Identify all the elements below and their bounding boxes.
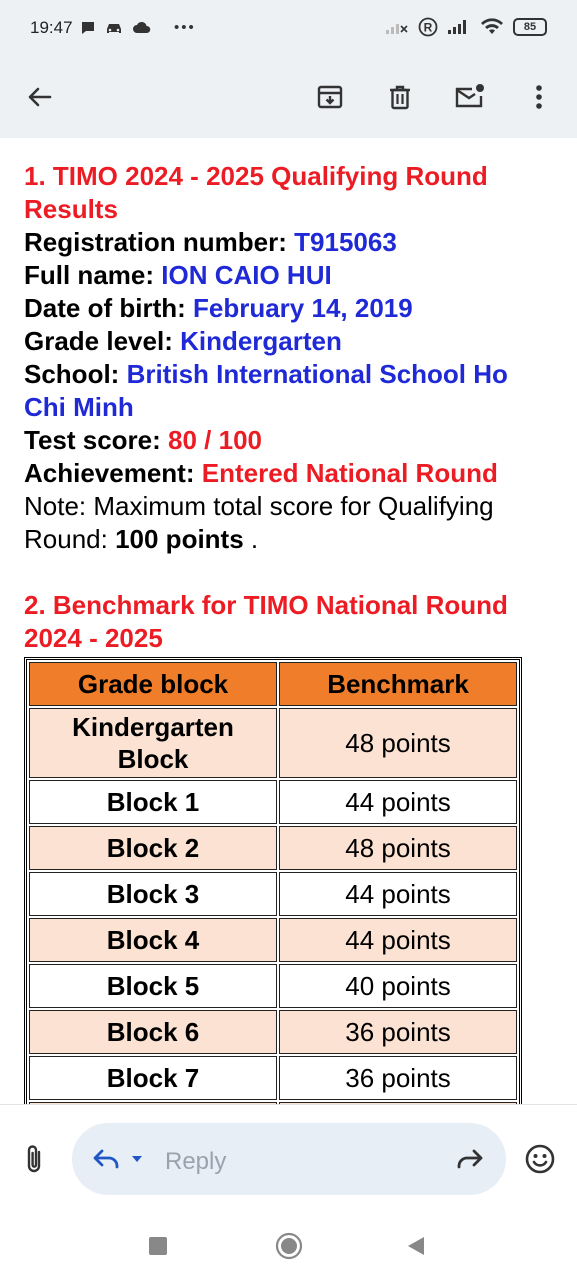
benchmark-cell: 36 points	[279, 1056, 517, 1100]
result-fields	[24, 226, 554, 490]
benchmark-cell: 48 points	[279, 826, 517, 870]
table-row	[29, 964, 517, 1008]
table-row	[29, 918, 517, 962]
field-label: School:	[24, 359, 127, 389]
back-button[interactable]	[16, 74, 62, 120]
more-vert-icon	[535, 83, 543, 111]
note-prefix: Note: Maximum total score for Qualifying Round:	[24, 491, 494, 554]
field-value: Entered National Round	[201, 458, 498, 488]
more-notifications-icon: •••	[174, 19, 196, 36]
field-value: 80 / 100	[168, 425, 262, 455]
benchmark-table	[24, 657, 522, 1151]
field-label: Registration number:	[24, 227, 295, 257]
battery-icon: 85	[513, 18, 547, 36]
back-nav-button[interactable]	[406, 1236, 426, 1261]
signal-no-service-icon	[385, 19, 409, 35]
benchmark-cell: 36 points	[279, 1010, 517, 1054]
result-field	[24, 226, 554, 259]
table-row	[29, 1010, 517, 1054]
forward-icon	[454, 1147, 484, 1171]
result-field	[24, 325, 554, 358]
recents-button[interactable]	[148, 1236, 168, 1261]
note-suffix: .	[243, 524, 259, 554]
benchmark-cell: 40 points	[279, 964, 517, 1008]
field-value: British International School Ho Chi Minh	[24, 359, 508, 422]
table-row	[29, 780, 517, 824]
table-row	[29, 826, 517, 870]
table-row	[29, 1056, 517, 1100]
emoji-icon	[524, 1143, 556, 1175]
note-line	[24, 490, 554, 556]
result-field	[24, 358, 554, 424]
reply-type-button[interactable]	[92, 1147, 144, 1176]
result-field	[24, 259, 554, 292]
result-field	[24, 292, 554, 325]
section1-title: 1. TIMO 2024 - 2025 Qualifying Round Results	[24, 161, 488, 224]
system-nav-bar	[0, 1212, 577, 1280]
grade-block-cell: Kindergarten Block	[29, 708, 277, 778]
email-body	[0, 138, 577, 1104]
field-label: Achievement:	[24, 458, 202, 488]
delete-icon	[386, 83, 414, 111]
benchmark-cell: 44 points	[279, 918, 517, 962]
header-grade-block: Grade block	[29, 662, 277, 706]
grade-block-cell: Block 7	[29, 1056, 277, 1100]
grade-block-cell: Block 4	[29, 918, 277, 962]
field-label: Date of birth:	[24, 293, 193, 323]
benchmark-cell: 44 points	[279, 780, 517, 824]
email-text	[24, 160, 554, 1151]
reply-icon	[92, 1147, 122, 1171]
attach-button[interactable]	[20, 1143, 48, 1180]
grade-block-cell: Block 1	[29, 780, 277, 824]
result-field	[24, 457, 554, 490]
mark-unread-button[interactable]	[447, 74, 493, 120]
field-label: Full name:	[24, 260, 162, 290]
grade-block-cell: Block 5	[29, 964, 277, 1008]
result-field	[24, 424, 554, 457]
section2-title: 2. Benchmark for TIMO National Round 2024 - 2025	[24, 590, 508, 653]
email-toolbar	[0, 58, 577, 138]
table-row	[29, 708, 517, 778]
chat-notification-icon	[80, 20, 96, 36]
archive-button[interactable]	[307, 74, 353, 120]
svg-text:R: R	[423, 20, 433, 35]
note-bold: 100 points	[115, 524, 244, 554]
reply-box[interactable]	[72, 1123, 506, 1195]
more-options-button[interactable]	[516, 74, 562, 120]
field-label: Grade level:	[24, 326, 181, 356]
status-left-icons	[80, 18, 196, 38]
table-header-row	[29, 662, 517, 706]
field-value: February 14, 2019	[193, 293, 413, 323]
field-value: ION CAIO HUI	[161, 260, 332, 290]
benchmark-cell: 44 points	[279, 872, 517, 916]
wifi-icon	[480, 18, 504, 36]
header-benchmark: Benchmark	[279, 662, 517, 706]
archive-icon	[316, 83, 344, 111]
signal-strength-icon	[447, 19, 471, 35]
field-label: Test score:	[24, 425, 169, 455]
benchmark-cell: 48 points	[279, 708, 517, 778]
reply-placeholder: Reply	[165, 1148, 227, 1175]
home-button[interactable]	[275, 1232, 303, 1265]
delete-button[interactable]	[377, 74, 423, 120]
back-triangle-icon	[406, 1236, 426, 1256]
reply-bar	[0, 1104, 577, 1212]
cloud-notification-icon	[132, 20, 152, 36]
table-row	[29, 872, 517, 916]
chevron-down-icon	[130, 1147, 144, 1171]
emoji-button[interactable]	[524, 1143, 556, 1180]
status-time: 19:47	[30, 18, 73, 37]
grade-block-cell: Block 2	[29, 826, 277, 870]
car-notification-icon	[104, 20, 124, 36]
status-right-icons	[385, 17, 547, 37]
recents-square-icon	[148, 1236, 168, 1256]
mark-unread-icon	[454, 83, 486, 111]
field-value: Kindergarten	[180, 326, 342, 356]
grade-block-cell: Block 3	[29, 872, 277, 916]
roaming-r-icon	[418, 17, 438, 37]
home-circle-icon	[275, 1232, 303, 1260]
field-value: T915063	[294, 227, 397, 257]
back-arrow-icon	[25, 83, 53, 111]
forward-button[interactable]	[454, 1147, 484, 1176]
grade-block-cell: Block 6	[29, 1010, 277, 1054]
status-bar	[0, 0, 577, 58]
attachment-icon	[20, 1143, 48, 1175]
